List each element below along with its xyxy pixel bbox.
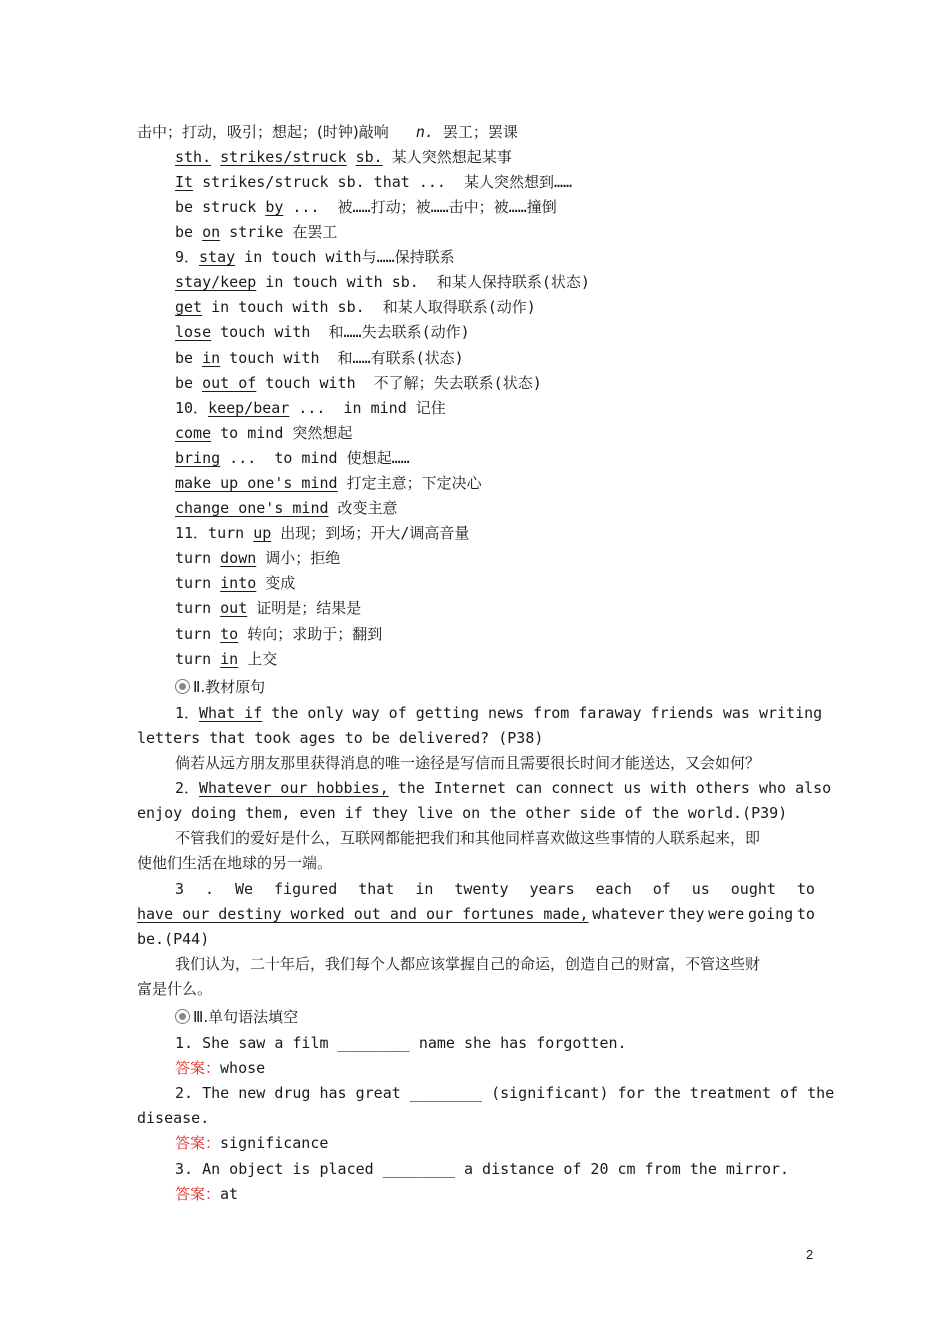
phrase-strike-1: sth. strikes/struck sb. 某人突然想起某事: [175, 148, 512, 166]
sentence-3-translation-1: 我们认为，二十年后，我们每个人都应该掌握自己的命运，创造自己的财富，不管这些财: [175, 955, 761, 973]
section-2-heading: Ⅱ.教材原句: [175, 676, 265, 698]
answer-2: 答案：significance: [175, 1134, 329, 1152]
answer-1: 答案：whose: [175, 1059, 266, 1077]
phrase-strike-4: be on strike 在罢工: [175, 223, 338, 241]
phrase-9-2: get in touch with sb. 和某人取得联系(动作): [175, 298, 536, 316]
section-3-heading: Ⅲ.单句语法填空: [175, 1006, 298, 1028]
phrase-10-1: come to mind 突然想起: [175, 424, 353, 442]
phrase-9-5: be out of touch with 不了解；失去联系(状态): [175, 374, 542, 392]
sentence-3-line-2: have our destiny worked out and our fortunes made, whatever they were going to: [137, 905, 815, 923]
phrase-9: 9．stay in touch with与……保持联系: [175, 248, 455, 266]
question-2-line-2: disease.: [137, 1109, 210, 1127]
sentence-3-line-1: 3 . We figured that in twenty years each of us ought to: [175, 880, 815, 898]
bullet-icon: [175, 1009, 190, 1024]
phrase-11-4: turn to 转向；求助于；翻到: [175, 625, 383, 643]
sentence-2-line-2: enjoy doing them, even if they live on the other side of the world.(P39): [137, 804, 788, 822]
phrase-11-3: turn out 证明是；结果是: [175, 599, 362, 617]
sentence-2-translation-2: 使他们生活在地球的另一端。: [137, 854, 333, 872]
sentence-1-line-1: 1．What if the only way of getting news from faraway friends was writing: [175, 704, 823, 722]
page-number: 2: [806, 1247, 814, 1262]
phrase-strike-2: It strikes/struck sb. that ... 某人突然想到……: [175, 173, 573, 191]
strike-meaning: 击中；打动，吸引；想起；(时钟)敲响 n. 罢工；罢课: [137, 123, 518, 141]
sentence-2-translation-1: 不管我们的爱好是什么，互联网都能把我们和其他同样喜欢做这些事情的人联系起来，即: [175, 829, 761, 847]
sentence-2-line-1: 2．Whatever our hobbies, the Internet can connect us with others who also: [175, 779, 832, 797]
phrase-11-2: turn into 变成: [175, 574, 296, 592]
question-3: 3. An object is placed ________ a distance of 20 cm from the mirror.: [175, 1160, 790, 1178]
sentence-1-line-2: letters that took ages to be delivered? (P38): [137, 729, 544, 747]
phrase-11-5: turn in 上交: [175, 650, 278, 668]
sentence-3-line-3: be.(P44): [137, 930, 210, 948]
phrase-strike-3: be struck by ... 被……打动；被……击中；被……撞倒: [175, 198, 557, 216]
sentence-3-translation-2: 富是什么。: [137, 980, 213, 998]
phrase-10-4: change one's mind 改变主意: [175, 499, 398, 517]
phrase-11: 11．turn up 出现；到场；开大/调高音量: [175, 524, 470, 542]
phrase-10-3: make up one's mind 打定主意；下定决心: [175, 474, 482, 492]
phrase-10: 10．keep/bear ... in mind 记住: [175, 399, 446, 417]
phrase-9-1: stay/keep in touch with sb. 和某人保持联系(状态): [175, 273, 590, 291]
question-1: 1. She saw a film ________ name she has forgotten.: [175, 1034, 627, 1052]
question-2-line-1: 2. The new drug has great ________ (significant) for the treatment of the: [175, 1084, 835, 1102]
answer-3: 答案：at: [175, 1185, 239, 1203]
phrase-10-2: bring ... to mind 使想起……: [175, 449, 410, 467]
phrase-9-3: lose touch with 和……失去联系(动作): [175, 323, 470, 341]
phrase-11-1: turn down 调小；拒绝: [175, 549, 341, 567]
bullet-icon: [175, 679, 190, 694]
sentence-1-translation: 倘若从远方朋友那里获得消息的唯一途径是写信而且需要很长时间才能送达，又会如何？: [175, 754, 761, 772]
phrase-9-4: be in touch with 和……有联系(状态): [175, 349, 464, 367]
